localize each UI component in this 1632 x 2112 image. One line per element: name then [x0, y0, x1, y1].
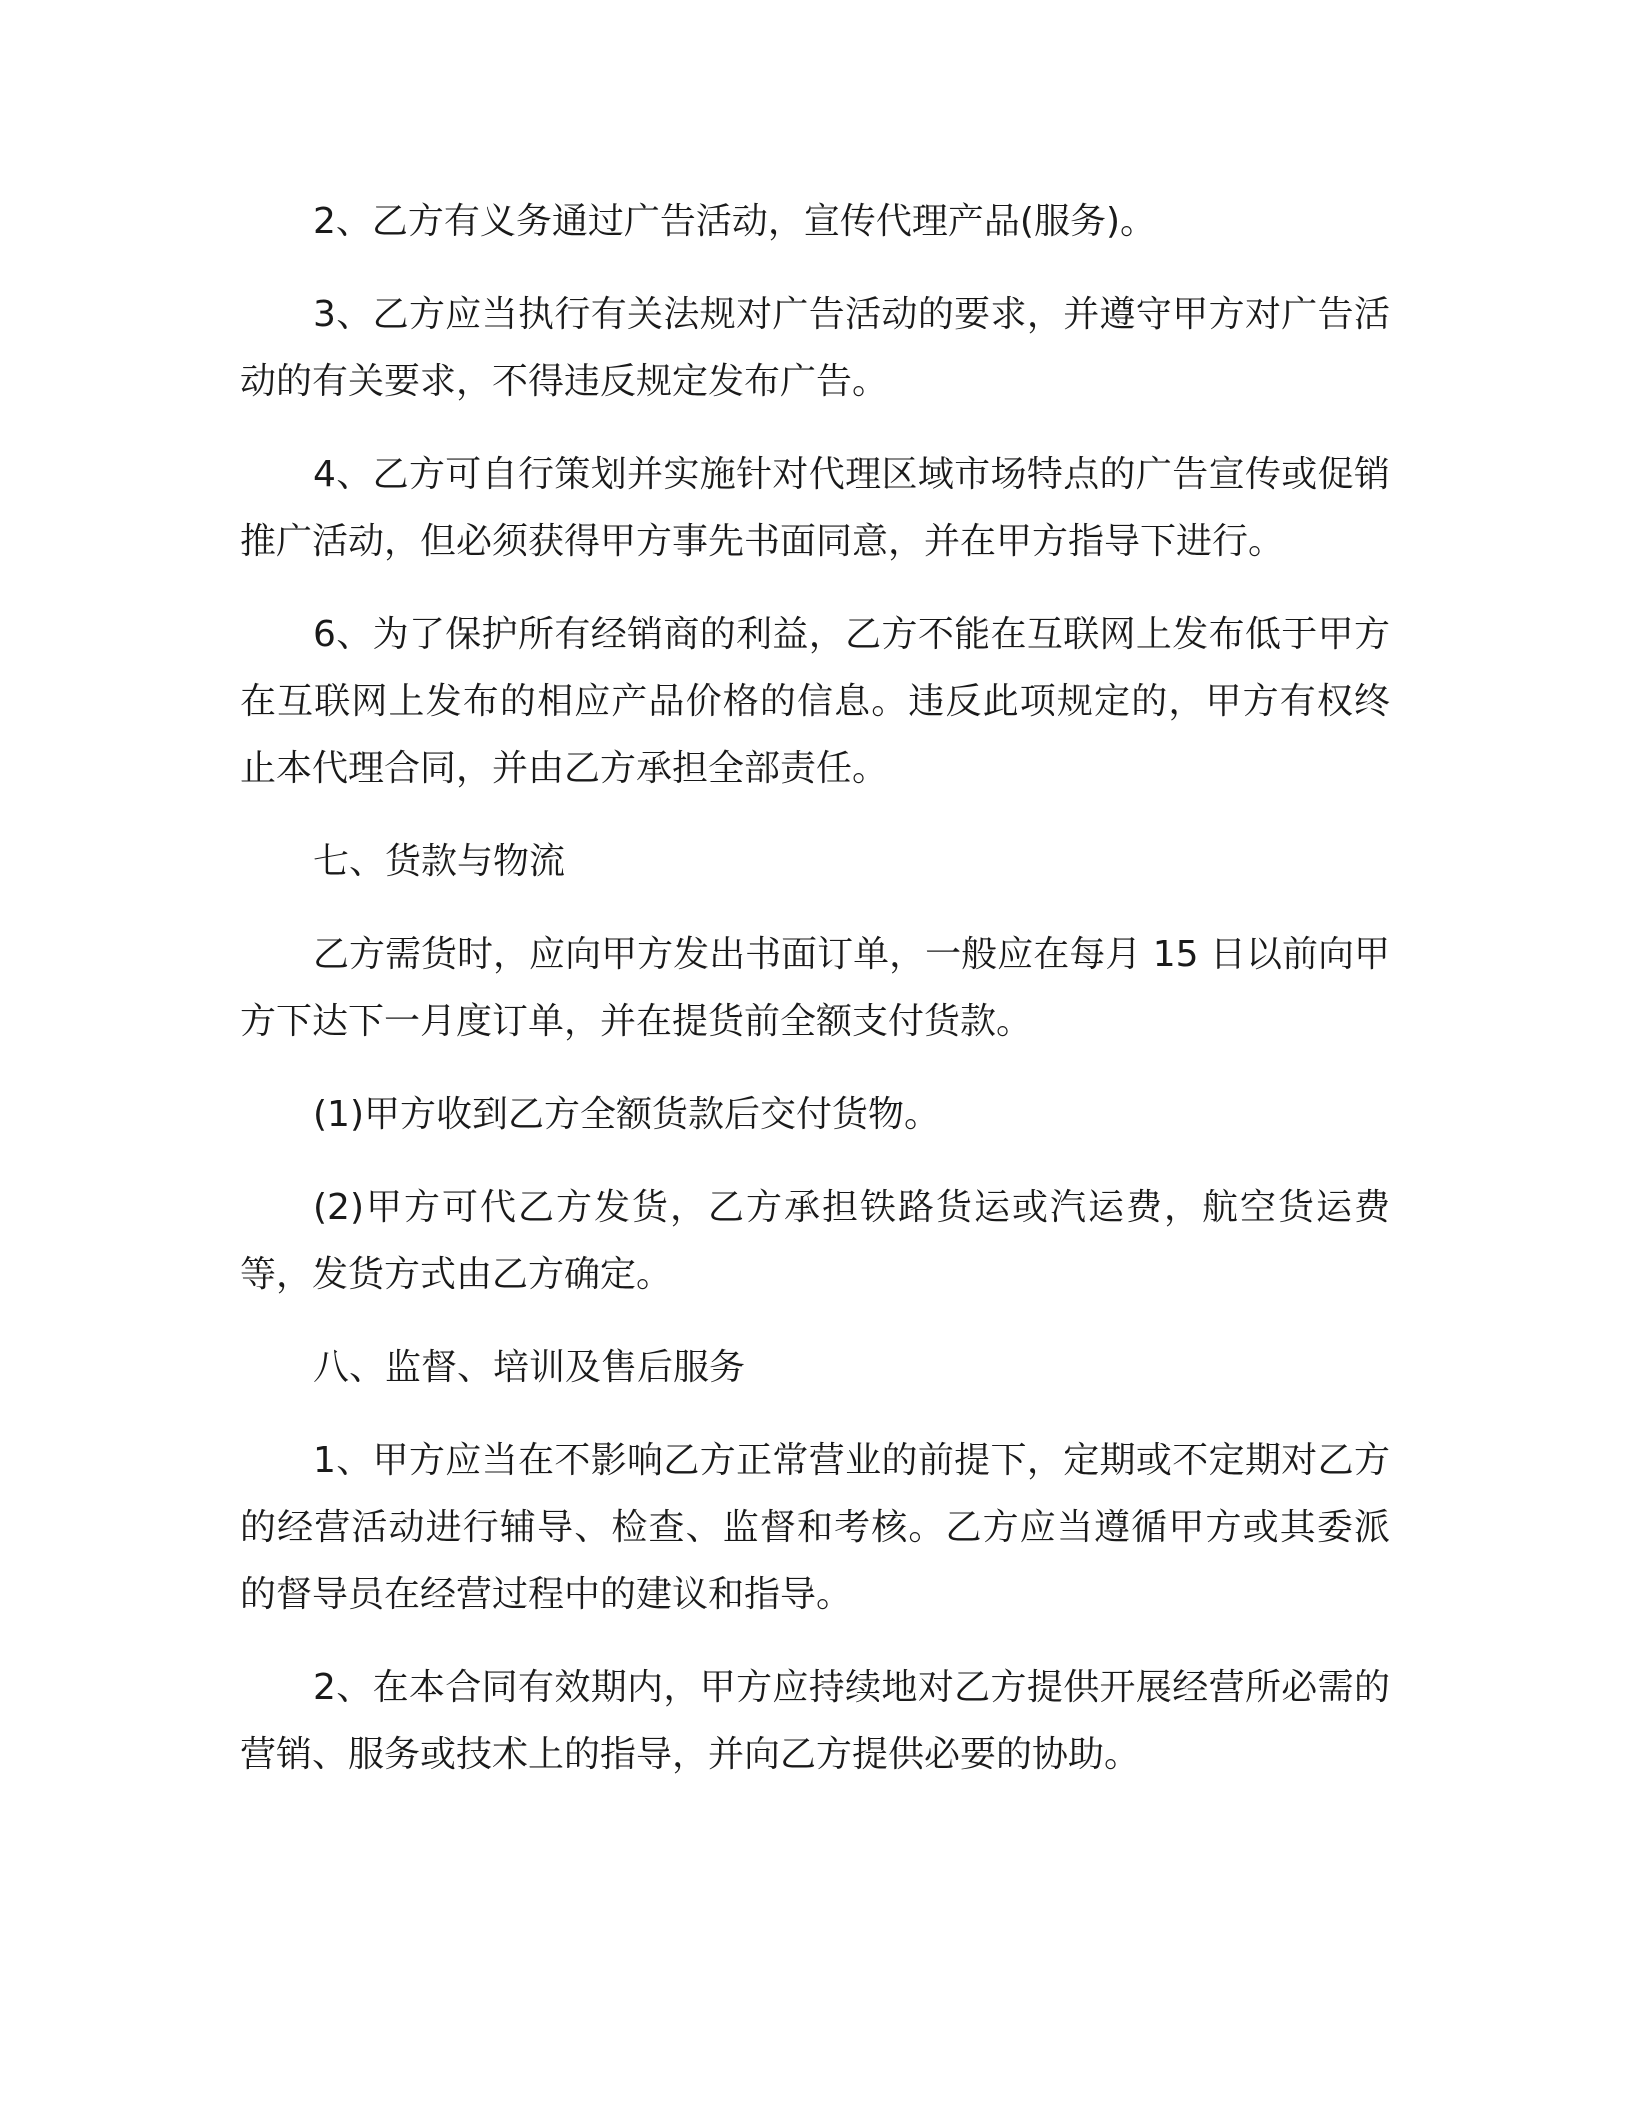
clause-ordering-payment: 乙方需货时，应向甲方发出书面订单，一般应在每月 15 日以前向甲方下达下一月度订单，并在提货前全额支付货款。: [240, 934, 1390, 1042]
clause-2-guidance: 2、在本合同有效期内，甲方应持续地对乙方提供开展经营所必需的营销、服务或技术上的指导，并向乙方提供必要的协助。: [240, 1667, 1390, 1775]
clause-6-online-pricing: 6、为了保护所有经销商的利益，乙方不能在互联网上发布低于甲方在互联网上发布的相应产品价格的信息。违反此项规定的，甲方有权终止本代理合同，并由乙方承担全部责任。: [240, 614, 1390, 789]
clause-item-2-shipping: (2)甲方可代乙方发货，乙方承担铁路货运或汽运费，航空货运费等，发货方式由乙方确定。: [240, 1187, 1390, 1295]
document-body: [240, 188, 1390, 1814]
clause-2-advertising-duty: 2、乙方有义务通过广告活动，宣传代理产品(服务)。: [313, 201, 1156, 242]
clause-item-1-delivery: (1)甲方收到乙方全额货款后交付货物。: [313, 1094, 940, 1135]
clause-1-supervision: 1、甲方应当在不影响乙方正常营业的前提下，定期或不定期对乙方的经营活动进行辅导、检查、监督和考核。乙方应当遵循甲方或其委派的督导员在经营过程中的建议和指导。: [240, 1440, 1390, 1615]
section-heading-payment-logistics: 七、货款与物流: [313, 841, 566, 882]
clause-3-advertising-regulations: 3、乙方应当执行有关法规对广告活动的要求，并遵守甲方对广告活动的有关要求，不得违反规定发布广告。: [240, 294, 1390, 402]
section-heading-supervision-training: 八、监督、培训及售后服务: [313, 1347, 746, 1388]
clause-4-local-promotion: 4、乙方可自行策划并实施针对代理区域市场特点的广告宣传或促销推广活动，但必须获得甲方事先书面同意，并在甲方指导下进行。: [240, 454, 1390, 562]
